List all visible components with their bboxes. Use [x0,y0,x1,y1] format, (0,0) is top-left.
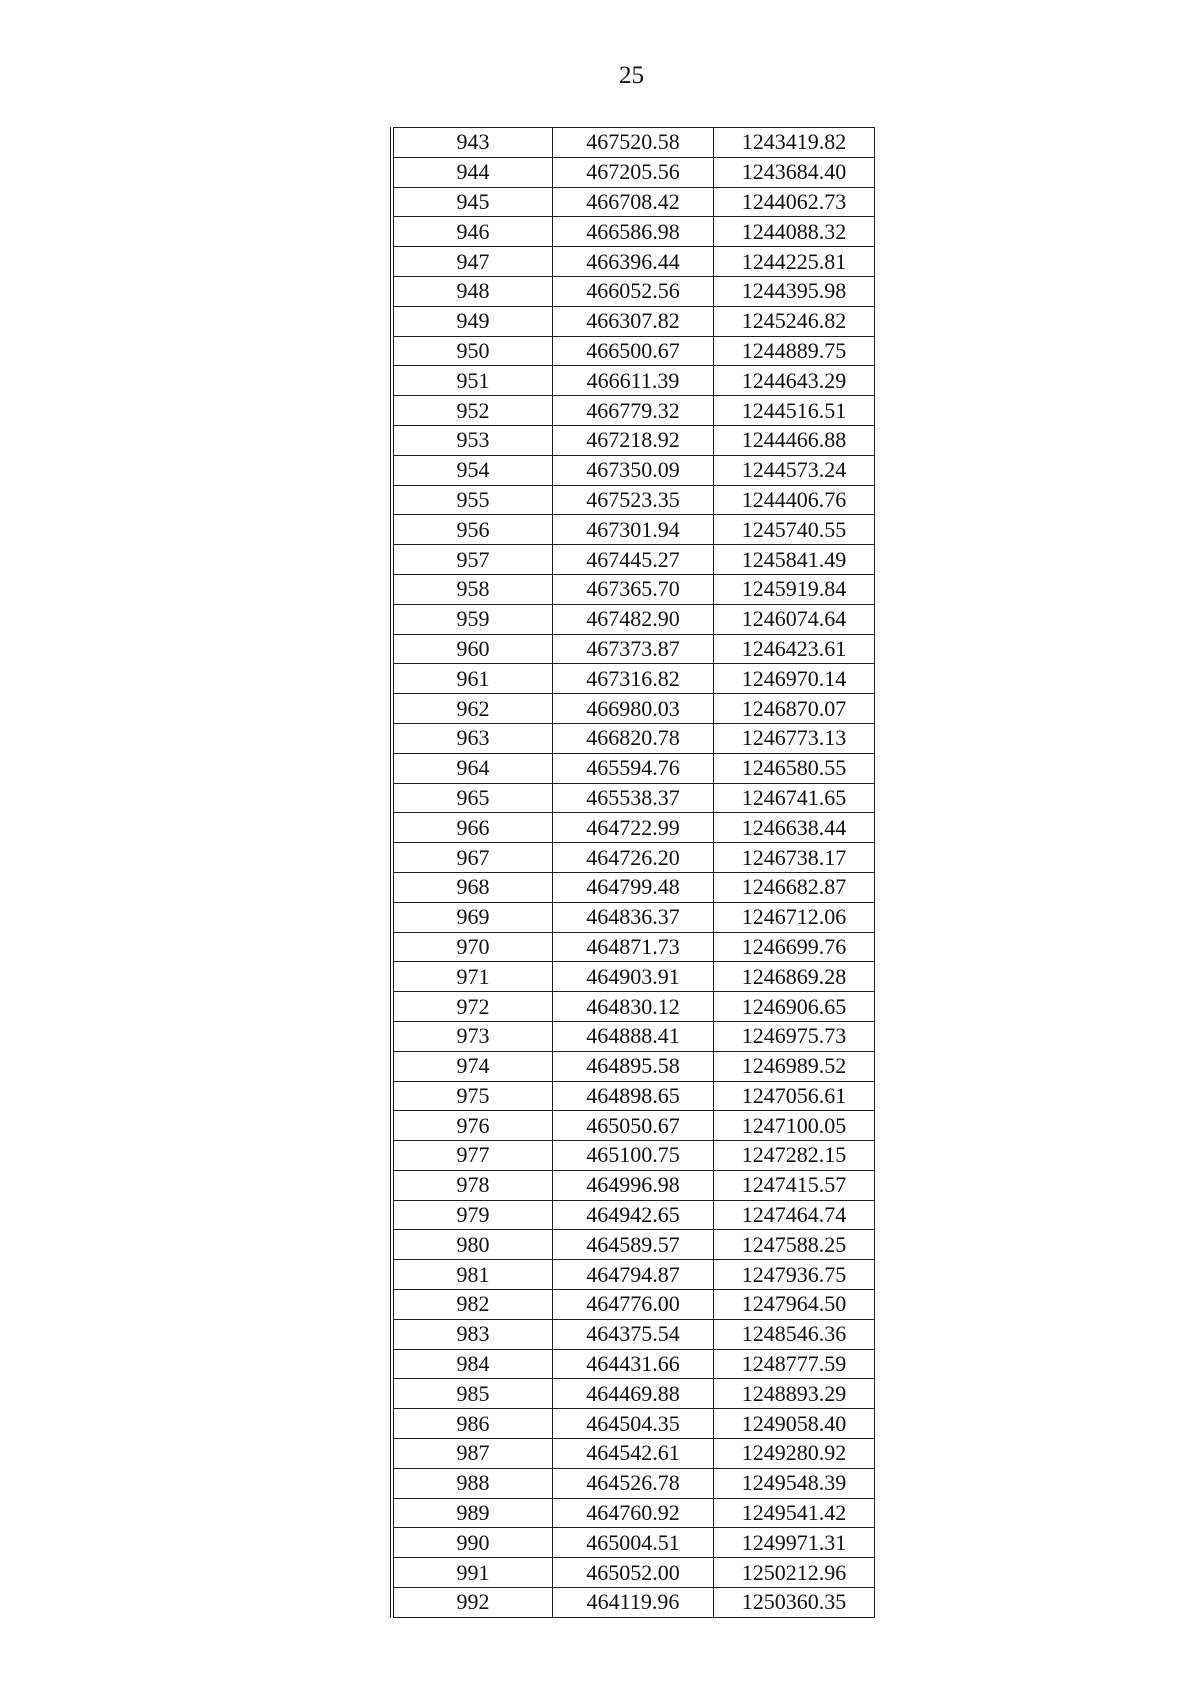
x-coordinate-cell: 467205.56 [553,157,714,187]
point-number-cell: 958 [392,574,553,604]
x-coordinate-cell: 465052.00 [553,1558,714,1588]
table-row [392,485,875,515]
table-row [392,1111,875,1141]
table-row [392,574,875,604]
y-coordinate-cell: 1244395.98 [714,276,875,306]
y-coordinate-cell: 1245246.82 [714,306,875,336]
point-number-cell: 979 [392,1200,553,1230]
point-number-cell: 956 [392,515,553,545]
x-coordinate-cell: 464794.87 [553,1260,714,1290]
point-number-cell: 990 [392,1528,553,1558]
point-number-cell: 981 [392,1260,553,1290]
table-row [392,128,875,158]
y-coordinate-cell: 1247056.61 [714,1081,875,1111]
x-coordinate-cell: 466779.32 [553,396,714,426]
y-coordinate-cell: 1244088.32 [714,217,875,247]
point-number-cell: 978 [392,1170,553,1200]
point-number-cell: 945 [392,187,553,217]
y-coordinate-cell: 1244889.75 [714,336,875,366]
y-coordinate-cell: 1249548.39 [714,1468,875,1498]
table-row [392,187,875,217]
y-coordinate-cell: 1246738.17 [714,843,875,873]
point-number-cell: 957 [392,545,553,575]
point-number-cell: 943 [392,128,553,158]
y-coordinate-cell: 1246773.13 [714,723,875,753]
y-coordinate-cell: 1246423.61 [714,634,875,664]
table-row [392,872,875,902]
x-coordinate-cell: 464836.37 [553,902,714,932]
point-number-cell: 967 [392,843,553,873]
y-coordinate-cell: 1247588.25 [714,1230,875,1260]
y-coordinate-cell: 1246870.07 [714,694,875,724]
table-row [392,1409,875,1439]
table-row [392,753,875,783]
y-coordinate-cell: 1246074.64 [714,604,875,634]
table-row [392,1439,875,1469]
point-number-cell: 959 [392,604,553,634]
table-row [392,336,875,366]
point-number-cell: 970 [392,932,553,962]
y-coordinate-cell: 1249541.42 [714,1498,875,1528]
x-coordinate-cell: 467445.27 [553,545,714,575]
y-coordinate-cell: 1246580.55 [714,753,875,783]
table-row [392,1141,875,1171]
x-coordinate-cell: 466396.44 [553,247,714,277]
point-number-cell: 955 [392,485,553,515]
x-coordinate-cell: 467520.58 [553,128,714,158]
x-coordinate-cell: 467365.70 [553,574,714,604]
y-coordinate-cell: 1246869.28 [714,962,875,992]
table-row [392,1290,875,1320]
point-number-cell: 989 [392,1498,553,1528]
table-row [392,1498,875,1528]
y-coordinate-cell: 1249280.92 [714,1439,875,1469]
x-coordinate-cell: 465100.75 [553,1141,714,1171]
x-coordinate-cell: 467218.92 [553,425,714,455]
y-coordinate-cell: 1246638.44 [714,813,875,843]
y-coordinate-cell: 1247964.50 [714,1290,875,1320]
x-coordinate-cell: 464119.96 [553,1588,714,1618]
x-coordinate-cell: 466586.98 [553,217,714,247]
x-coordinate-cell: 464799.48 [553,872,714,902]
x-coordinate-cell: 467301.94 [553,515,714,545]
table-row [392,247,875,277]
y-coordinate-cell: 1249058.40 [714,1409,875,1439]
point-number-cell: 965 [392,783,553,813]
x-coordinate-cell: 466820.78 [553,723,714,753]
table-row [392,1468,875,1498]
table-row [392,455,875,485]
x-coordinate-cell: 464871.73 [553,932,714,962]
x-coordinate-cell: 464526.78 [553,1468,714,1498]
point-number-cell: 951 [392,366,553,396]
y-coordinate-cell: 1246906.65 [714,992,875,1022]
table-body [392,128,875,1618]
table-row [392,157,875,187]
point-number-cell: 960 [392,634,553,664]
x-coordinate-cell: 464776.00 [553,1290,714,1320]
y-coordinate-cell: 1248777.59 [714,1349,875,1379]
table-row [392,1349,875,1379]
x-coordinate-cell: 466052.56 [553,276,714,306]
y-coordinate-cell: 1246712.06 [714,902,875,932]
table-row [392,902,875,932]
table-row [392,783,875,813]
y-coordinate-cell: 1246970.14 [714,664,875,694]
table-row [392,992,875,1022]
x-coordinate-cell: 465004.51 [553,1528,714,1558]
point-number-cell: 946 [392,217,553,247]
point-number-cell: 963 [392,723,553,753]
x-coordinate-cell: 466611.39 [553,366,714,396]
x-coordinate-cell: 464589.57 [553,1230,714,1260]
table-row [392,843,875,873]
y-coordinate-cell: 1244062.73 [714,187,875,217]
point-number-cell: 969 [392,902,553,932]
y-coordinate-cell: 1244225.81 [714,247,875,277]
point-number-cell: 974 [392,1051,553,1081]
table-row [392,694,875,724]
y-coordinate-cell: 1247282.15 [714,1141,875,1171]
point-number-cell: 976 [392,1111,553,1141]
table-row [392,1379,875,1409]
table-row [392,1170,875,1200]
y-coordinate-cell: 1246699.76 [714,932,875,962]
table-row [392,1588,875,1618]
point-number-cell: 982 [392,1290,553,1320]
x-coordinate-cell: 466307.82 [553,306,714,336]
point-number-cell: 948 [392,276,553,306]
y-coordinate-cell: 1247415.57 [714,1170,875,1200]
x-coordinate-cell: 464898.65 [553,1081,714,1111]
y-coordinate-cell: 1246741.65 [714,783,875,813]
table-row [392,425,875,455]
table-row [392,306,875,336]
point-number-cell: 984 [392,1349,553,1379]
table-row [392,1558,875,1588]
point-number-cell: 987 [392,1439,553,1469]
x-coordinate-cell: 464760.92 [553,1498,714,1528]
x-coordinate-cell: 464375.54 [553,1319,714,1349]
point-number-cell: 973 [392,1021,553,1051]
point-number-cell: 971 [392,962,553,992]
x-coordinate-cell: 464542.61 [553,1439,714,1469]
table-row [392,217,875,247]
point-number-cell: 952 [392,396,553,426]
point-number-cell: 954 [392,455,553,485]
table-row [392,932,875,962]
x-coordinate-cell: 466500.67 [553,336,714,366]
point-number-cell: 977 [392,1141,553,1171]
y-coordinate-cell: 1246975.73 [714,1021,875,1051]
point-number-cell: 953 [392,425,553,455]
y-coordinate-cell: 1244643.29 [714,366,875,396]
point-number-cell: 944 [392,157,553,187]
y-coordinate-cell: 1243684.40 [714,157,875,187]
table-row [392,545,875,575]
y-coordinate-cell: 1247464.74 [714,1200,875,1230]
x-coordinate-cell: 467350.09 [553,455,714,485]
y-coordinate-cell: 1244466.88 [714,425,875,455]
y-coordinate-cell: 1244573.24 [714,455,875,485]
y-coordinate-cell: 1250212.96 [714,1558,875,1588]
point-number-cell: 980 [392,1230,553,1260]
table-row [392,723,875,753]
page-number: 25 [619,62,644,89]
y-coordinate-cell: 1250360.35 [714,1588,875,1618]
table-row [392,1319,875,1349]
table-row [392,962,875,992]
point-number-cell: 986 [392,1409,553,1439]
x-coordinate-cell: 466980.03 [553,694,714,724]
y-coordinate-cell: 1244516.51 [714,396,875,426]
point-number-cell: 988 [392,1468,553,1498]
x-coordinate-cell: 464726.20 [553,843,714,873]
y-coordinate-cell: 1244406.76 [714,485,875,515]
x-coordinate-cell: 465594.76 [553,753,714,783]
table-row [392,664,875,694]
table-row [392,1021,875,1051]
table-row [392,1230,875,1260]
x-coordinate-cell: 465050.67 [553,1111,714,1141]
x-coordinate-cell: 467482.90 [553,604,714,634]
coordinates-table [390,127,875,1618]
point-number-cell: 983 [392,1319,553,1349]
table-row [392,366,875,396]
x-coordinate-cell: 464504.35 [553,1409,714,1439]
table-row [392,515,875,545]
y-coordinate-cell: 1245841.49 [714,545,875,575]
y-coordinate-cell: 1248546.36 [714,1319,875,1349]
x-coordinate-cell: 464830.12 [553,992,714,1022]
x-coordinate-cell: 467316.82 [553,664,714,694]
x-coordinate-cell: 464895.58 [553,1051,714,1081]
table-row [392,276,875,306]
table-row [392,1260,875,1290]
point-number-cell: 975 [392,1081,553,1111]
y-coordinate-cell: 1247936.75 [714,1260,875,1290]
table-row [392,813,875,843]
x-coordinate-cell: 464903.91 [553,962,714,992]
x-coordinate-cell: 464469.88 [553,1379,714,1409]
x-coordinate-cell: 467373.87 [553,634,714,664]
x-coordinate-cell: 466708.42 [553,187,714,217]
x-coordinate-cell: 464888.41 [553,1021,714,1051]
y-coordinate-cell: 1248893.29 [714,1379,875,1409]
table-row [392,604,875,634]
y-coordinate-cell: 1243419.82 [714,128,875,158]
x-coordinate-cell: 465538.37 [553,783,714,813]
point-number-cell: 966 [392,813,553,843]
y-coordinate-cell: 1246989.52 [714,1051,875,1081]
table-row [392,1528,875,1558]
point-number-cell: 985 [392,1379,553,1409]
point-number-cell: 964 [392,753,553,783]
point-number-cell: 992 [392,1588,553,1618]
y-coordinate-cell: 1249971.31 [714,1528,875,1558]
y-coordinate-cell: 1245919.84 [714,574,875,604]
table-row [392,1200,875,1230]
x-coordinate-cell: 464996.98 [553,1170,714,1200]
table-row [392,634,875,664]
table-row [392,1051,875,1081]
x-coordinate-cell: 464722.99 [553,813,714,843]
y-coordinate-cell: 1247100.05 [714,1111,875,1141]
x-coordinate-cell: 467523.35 [553,485,714,515]
point-number-cell: 968 [392,872,553,902]
table-row [392,396,875,426]
point-number-cell: 962 [392,694,553,724]
point-number-cell: 972 [392,992,553,1022]
point-number-cell: 961 [392,664,553,694]
point-number-cell: 947 [392,247,553,277]
point-number-cell: 991 [392,1558,553,1588]
x-coordinate-cell: 464431.66 [553,1349,714,1379]
y-coordinate-cell: 1246682.87 [714,872,875,902]
y-coordinate-cell: 1245740.55 [714,515,875,545]
table-row [392,1081,875,1111]
point-number-cell: 949 [392,306,553,336]
point-number-cell: 950 [392,336,553,366]
x-coordinate-cell: 464942.65 [553,1200,714,1230]
